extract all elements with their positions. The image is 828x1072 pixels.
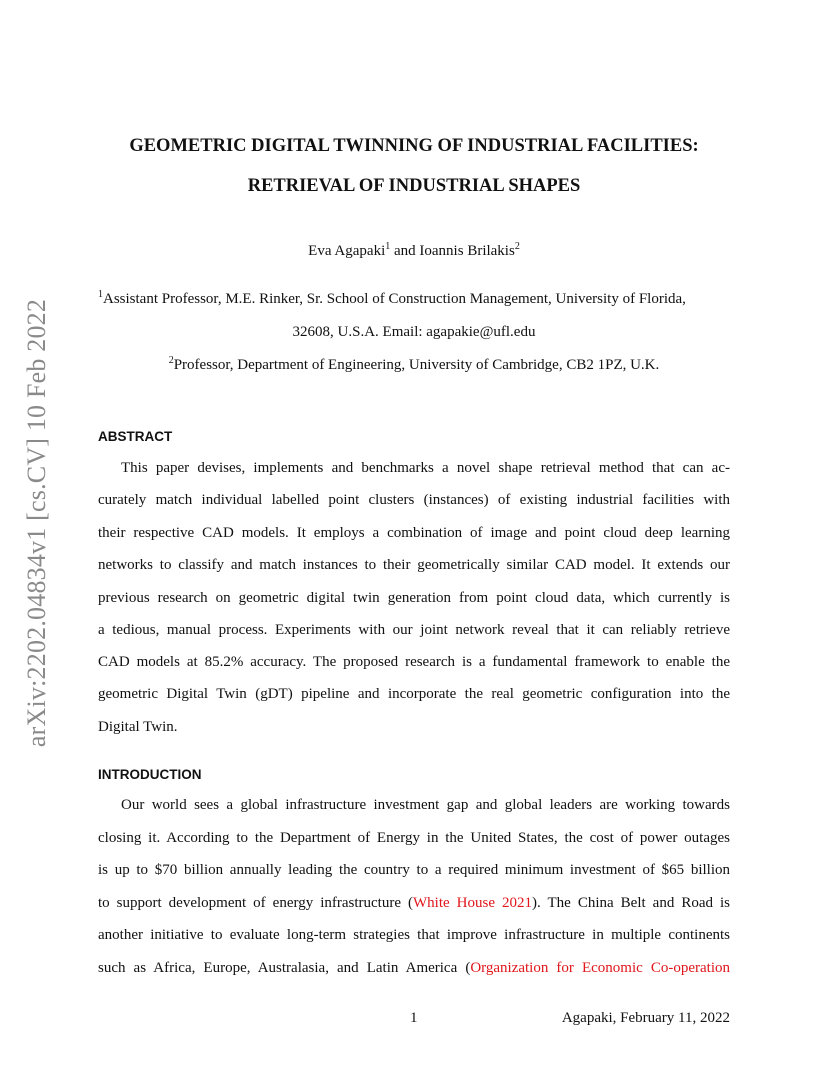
abstract-line: curately match individual labelled point clusters (instances) of existing industrial facilities with bbox=[98, 492, 730, 508]
citation-link[interactable]: Organization for Economic Co-operation bbox=[470, 960, 730, 976]
abstract-line: a tedious, manual process. Experiments with our joint network reveal that it can reliably retrieve bbox=[98, 622, 730, 638]
author-name: Eva Agapaki bbox=[308, 243, 386, 259]
introduction-text: such as Africa, Europe, Australasia, and Latin America ( bbox=[98, 960, 471, 976]
author-name: Ioannis Brilakis bbox=[419, 243, 515, 259]
introduction-line bbox=[98, 960, 730, 977]
paper-title-line-2: RETRIEVAL OF INDUSTRIAL SHAPES bbox=[247, 176, 581, 196]
running-footer: Agapaki, February 11, 2022 bbox=[561, 1010, 730, 1026]
introduction-heading: INTRODUCTION bbox=[98, 767, 202, 782]
abstract-line: networks to classify and match instances to their geometrically similar CAD model. It extends our bbox=[98, 557, 730, 573]
author-list bbox=[0, 243, 828, 260]
citation-link[interactable]: White House 2021 bbox=[413, 895, 533, 911]
affiliation-marker: 2 bbox=[514, 241, 520, 252]
affiliation-text: Assistant Professor, M.E. Rinker, Sr. School of Construction Management, University of Florida, bbox=[103, 291, 686, 307]
affiliation-marker: 2 bbox=[168, 355, 174, 366]
page-number: 1 bbox=[410, 1010, 418, 1026]
introduction-line bbox=[98, 895, 730, 912]
introduction-line: another initiative to evaluate long-term strategies that improve infrastructure in multiple continents bbox=[98, 927, 730, 943]
abstract-line: Digital Twin. bbox=[98, 719, 178, 735]
abstract-line: CAD models at 85.2% accuracy. The proposed research is a fundamental framework to enable the bbox=[98, 654, 730, 670]
introduction-line: is up to $70 billion annually leading the country to a required minimum investment of $65 billion bbox=[98, 862, 730, 878]
abstract-heading: ABSTRACT bbox=[98, 429, 173, 444]
paper-title-line-1: GEOMETRIC DIGITAL TWINNING OF INDUSTRIAL FACILITIES: bbox=[129, 136, 699, 156]
introduction-text: to support development of energy infrastructure ( bbox=[98, 895, 414, 911]
author-connector: and bbox=[390, 243, 420, 259]
affiliation-marker: 1 bbox=[98, 289, 103, 300]
affiliation-2 bbox=[0, 357, 828, 374]
affiliation-1 bbox=[98, 291, 686, 308]
introduction-text: ). The China Belt and Road is bbox=[532, 895, 731, 911]
abstract-line: This paper devises, implements and benchmarks a novel shape retrieval method that can ac- bbox=[121, 460, 730, 476]
abstract-line: their respective CAD models. It employs a combination of image and point cloud deep learning bbox=[98, 525, 730, 541]
arxiv-identifier: arXiv:2202.04834v1 [cs.CV] 10 Feb 2022 bbox=[22, 298, 51, 748]
affiliation-marker: 1 bbox=[385, 241, 391, 252]
affiliation-text: Professor, Department of Engineering, University of Cambridge, CB2 1PZ, U.K. bbox=[173, 357, 660, 373]
affiliation-1-continued: 32608, U.S.A. Email: agapakie@ufl.edu bbox=[292, 324, 536, 340]
introduction-line: closing it. According to the Department of Energy in the United States, the cost of power outages bbox=[98, 830, 730, 846]
abstract-line: previous research on geometric digital twin generation from point cloud data, which currently is bbox=[98, 590, 730, 606]
introduction-line: Our world sees a global infrastructure investment gap and global leaders are working towards bbox=[121, 797, 730, 813]
abstract-line: geometric Digital Twin (gDT) pipeline and incorporate the real geometric configuration into the bbox=[98, 686, 730, 702]
